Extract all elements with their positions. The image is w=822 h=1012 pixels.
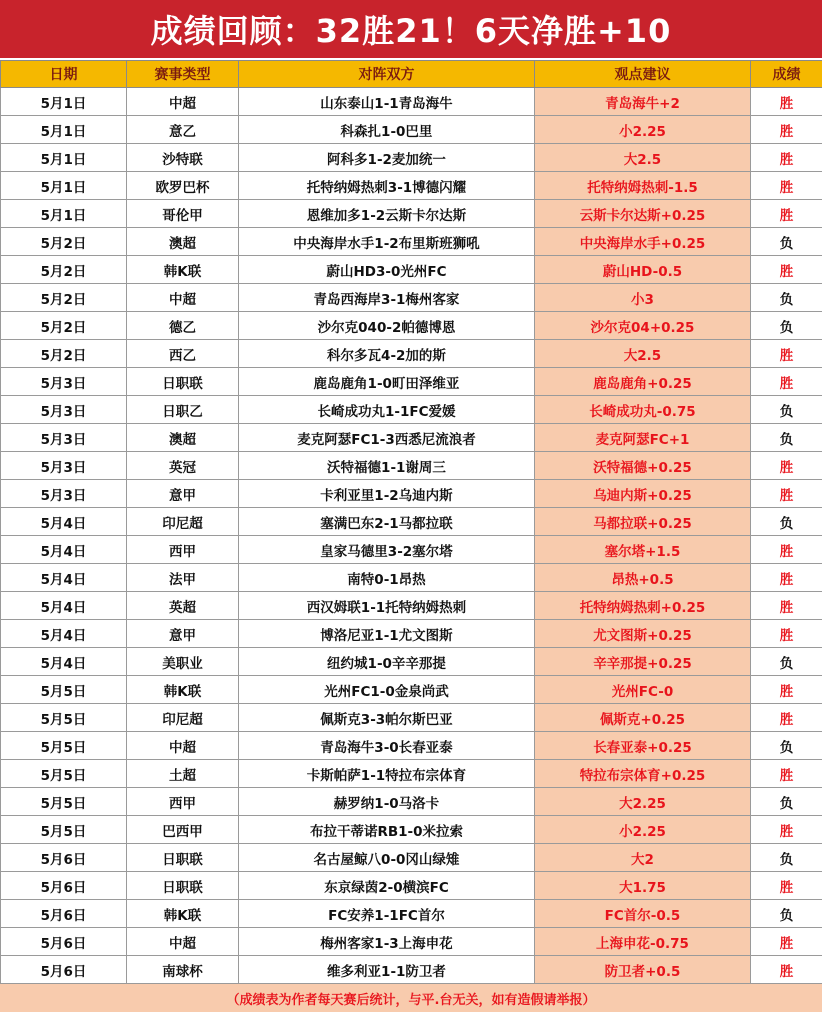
table-row [1,508,822,536]
match-cell: 南特0-1昂热 [239,564,535,592]
league-cell: 西乙 [127,340,239,368]
match-cell: 山东泰山1-1青岛海牛 [239,88,535,116]
result-cell: 胜 [751,872,822,900]
date-cell: 5月2日 [1,340,127,368]
table-row [1,340,822,368]
date-cell: 5月5日 [1,732,127,760]
table-row [1,592,822,620]
result-cell: 胜 [751,564,822,592]
match-cell: 佩斯克3-3帕尔斯巴亚 [239,704,535,732]
table-row [1,256,822,284]
date-cell: 5月1日 [1,172,127,200]
date-cell: 5月3日 [1,480,127,508]
match-cell: 西汉姆联1-1托特纳姆热刺 [239,592,535,620]
table-row [1,760,822,788]
table-row [1,788,822,816]
result-cell: 负 [751,788,822,816]
date-cell: 5月1日 [1,144,127,172]
result-cell: 负 [751,508,822,536]
table-row [1,928,822,956]
result-cell: 胜 [751,452,822,480]
table-row [1,396,822,424]
match-cell: 麦克阿瑟FC1-3西悉尼流浪者 [239,424,535,452]
match-cell: 沃特福德1-1谢周三 [239,452,535,480]
footer-note: （成绩表为作者每天赛后统计，与平.台无关，如有造假请举报） [0,983,822,1012]
match-cell: FC安养1-1FC首尔 [239,900,535,928]
match-cell: 皇家马德里3-2塞尔塔 [239,536,535,564]
result-cell: 胜 [751,928,822,956]
result-cell: 胜 [751,116,822,144]
advice-cell: 沃特福德+0.25 [535,452,751,480]
table-row [1,144,822,172]
result-cell: 负 [751,900,822,928]
league-cell: 日职联 [127,368,239,396]
advice-cell: 昂热+0.5 [535,564,751,592]
match-cell: 光州FC1-0金泉尚武 [239,676,535,704]
advice-cell: 乌迪内斯+0.25 [535,480,751,508]
date-cell: 5月5日 [1,788,127,816]
league-cell: 欧罗巴杯 [127,172,239,200]
league-cell: 澳超 [127,228,239,256]
league-cell: 韩K联 [127,676,239,704]
match-cell: 纽约城1-0辛辛那提 [239,648,535,676]
advice-cell: 青岛海牛+2 [535,88,751,116]
advice-cell: 特拉布宗体育+0.25 [535,760,751,788]
date-cell: 5月6日 [1,956,127,984]
advice-cell: 塞尔塔+1.5 [535,536,751,564]
advice-cell: 大2.5 [535,144,751,172]
advice-cell: 中央海岸水手+0.25 [535,228,751,256]
advice-cell: 尤文图斯+0.25 [535,620,751,648]
result-cell: 负 [751,284,822,312]
advice-cell: 托特纳姆热刺+0.25 [535,592,751,620]
advice-cell: 辛辛那提+0.25 [535,648,751,676]
match-cell: 塞满巴东2-1马都拉联 [239,508,535,536]
result-cell: 胜 [751,816,822,844]
date-cell: 5月5日 [1,676,127,704]
advice-cell: 沙尔克04+0.25 [535,312,751,340]
date-cell: 5月5日 [1,816,127,844]
date-cell: 5月5日 [1,704,127,732]
league-cell: 日职联 [127,872,239,900]
header-league: 赛事类型 [127,61,239,88]
result-cell: 负 [751,648,822,676]
table-row [1,116,822,144]
result-cell: 胜 [751,704,822,732]
result-cell: 负 [751,844,822,872]
header-result: 成绩 [751,61,822,88]
league-cell: 西甲 [127,788,239,816]
page-title: 成绩回顾：32胜21！6天净胜+10 [0,0,822,60]
date-cell: 5月2日 [1,228,127,256]
league-cell: 印尼超 [127,704,239,732]
match-cell: 沙尔克040-2帕德博恩 [239,312,535,340]
table-header-row [1,61,822,88]
result-cell: 胜 [751,172,822,200]
date-cell: 5月4日 [1,592,127,620]
date-cell: 5月3日 [1,396,127,424]
result-cell: 胜 [751,144,822,172]
date-cell: 5月1日 [1,88,127,116]
advice-cell: 小2.25 [535,116,751,144]
advice-cell: 大2.25 [535,788,751,816]
league-cell: 中超 [127,284,239,312]
advice-cell: 鹿岛鹿角+0.25 [535,368,751,396]
result-cell: 负 [751,396,822,424]
date-cell: 5月6日 [1,900,127,928]
league-cell: 意甲 [127,480,239,508]
league-cell: 德乙 [127,312,239,340]
date-cell: 5月6日 [1,844,127,872]
league-cell: 英超 [127,592,239,620]
league-cell: 韩K联 [127,900,239,928]
result-cell: 胜 [751,760,822,788]
table-row [1,284,822,312]
league-cell: 中超 [127,928,239,956]
date-cell: 5月6日 [1,872,127,900]
date-cell: 5月3日 [1,452,127,480]
advice-cell: 防卫者+0.5 [535,956,751,984]
result-cell: 负 [751,228,822,256]
date-cell: 5月5日 [1,760,127,788]
result-cell: 胜 [751,592,822,620]
match-cell: 蔚山HD3-0光州FC [239,256,535,284]
advice-cell: 大1.75 [535,872,751,900]
results-table [0,60,822,984]
result-cell: 胜 [751,88,822,116]
advice-cell: 蔚山HD-0.5 [535,256,751,284]
match-cell: 托特纳姆热刺3-1博德闪耀 [239,172,535,200]
match-cell: 梅州客家1-3上海申花 [239,928,535,956]
table-row [1,816,822,844]
table-row [1,676,822,704]
match-cell: 赫罗纳1-0马洛卡 [239,788,535,816]
table-row [1,536,822,564]
header-advice: 观点建议 [535,61,751,88]
match-cell: 长崎成功丸1-1FC爱媛 [239,396,535,424]
table-row [1,648,822,676]
result-cell: 胜 [751,536,822,564]
result-cell: 胜 [751,200,822,228]
result-cell: 胜 [751,340,822,368]
match-cell: 维多利亚1-1防卫者 [239,956,535,984]
league-cell: 澳超 [127,424,239,452]
table-row [1,480,822,508]
result-cell: 胜 [751,676,822,704]
match-cell: 布拉干蒂诺RB1-0米拉索 [239,816,535,844]
advice-cell: 马都拉联+0.25 [535,508,751,536]
date-cell: 5月3日 [1,368,127,396]
table-row [1,564,822,592]
table-row [1,88,822,116]
table-row [1,452,822,480]
date-cell: 5月2日 [1,312,127,340]
advice-cell: 云斯卡尔达斯+0.25 [535,200,751,228]
league-cell: 西甲 [127,536,239,564]
league-cell: 哥伦甲 [127,200,239,228]
date-cell: 5月4日 [1,648,127,676]
league-cell: 意甲 [127,620,239,648]
header-match: 对阵双方 [239,61,535,88]
table-row [1,172,822,200]
advice-cell: 大2 [535,844,751,872]
match-cell: 阿科多1-2麦加统一 [239,144,535,172]
table-row [1,704,822,732]
league-cell: 韩K联 [127,256,239,284]
match-cell: 鹿岛鹿角1-0町田泽维亚 [239,368,535,396]
table-row [1,844,822,872]
league-cell: 土超 [127,760,239,788]
result-cell: 胜 [751,480,822,508]
table-row [1,368,822,396]
result-cell: 负 [751,424,822,452]
advice-cell: 大2.5 [535,340,751,368]
date-cell: 5月6日 [1,928,127,956]
match-cell: 恩维加多1-2云斯卡尔达斯 [239,200,535,228]
league-cell: 英冠 [127,452,239,480]
league-cell: 日职联 [127,844,239,872]
date-cell: 5月4日 [1,536,127,564]
advice-cell: 长崎成功丸-0.75 [535,396,751,424]
league-cell: 美职业 [127,648,239,676]
date-cell: 5月1日 [1,116,127,144]
date-cell: 5月2日 [1,284,127,312]
date-cell: 5月4日 [1,564,127,592]
match-cell: 东京绿茵2-0横滨FC [239,872,535,900]
league-cell: 印尼超 [127,508,239,536]
league-cell: 沙特联 [127,144,239,172]
result-cell: 胜 [751,256,822,284]
league-cell: 南球杯 [127,956,239,984]
table-body [1,88,822,984]
table-row [1,620,822,648]
league-cell: 意乙 [127,116,239,144]
date-cell: 5月4日 [1,508,127,536]
advice-cell: 小2.25 [535,816,751,844]
match-cell: 科尔多瓦4-2加的斯 [239,340,535,368]
table-row [1,956,822,984]
result-cell: 负 [751,312,822,340]
table-row [1,424,822,452]
date-cell: 5月2日 [1,256,127,284]
match-cell: 青岛西海岸3-1梅州客家 [239,284,535,312]
table-row [1,312,822,340]
date-cell: 5月1日 [1,200,127,228]
advice-cell: 光州FC-0 [535,676,751,704]
header-date: 日期 [1,61,127,88]
match-cell: 卡斯帕萨1-1特拉布宗体育 [239,760,535,788]
advice-cell: 麦克阿瑟FC+1 [535,424,751,452]
result-cell: 胜 [751,956,822,984]
match-cell: 名古屋鲸八0-0冈山绿雉 [239,844,535,872]
match-cell: 青岛海牛3-0长春亚泰 [239,732,535,760]
result-cell: 胜 [751,368,822,396]
date-cell: 5月4日 [1,620,127,648]
advice-cell: 长春亚泰+0.25 [535,732,751,760]
advice-cell: 小3 [535,284,751,312]
league-cell: 巴西甲 [127,816,239,844]
match-cell: 科森扎1-0巴里 [239,116,535,144]
match-cell: 卡利亚里1-2乌迪内斯 [239,480,535,508]
match-cell: 博洛尼亚1-1尤文图斯 [239,620,535,648]
date-cell: 5月3日 [1,424,127,452]
table-row [1,200,822,228]
league-cell: 日职乙 [127,396,239,424]
table-row [1,872,822,900]
table-row [1,900,822,928]
advice-cell: FC首尔-0.5 [535,900,751,928]
league-cell: 法甲 [127,564,239,592]
league-cell: 中超 [127,88,239,116]
table-row [1,732,822,760]
table-row [1,228,822,256]
result-cell: 胜 [751,620,822,648]
result-cell: 负 [751,732,822,760]
advice-cell: 佩斯克+0.25 [535,704,751,732]
advice-cell: 托特纳姆热刺-1.5 [535,172,751,200]
league-cell: 中超 [127,732,239,760]
advice-cell: 上海申花-0.75 [535,928,751,956]
match-cell: 中央海岸水手1-2布里斯班狮吼 [239,228,535,256]
